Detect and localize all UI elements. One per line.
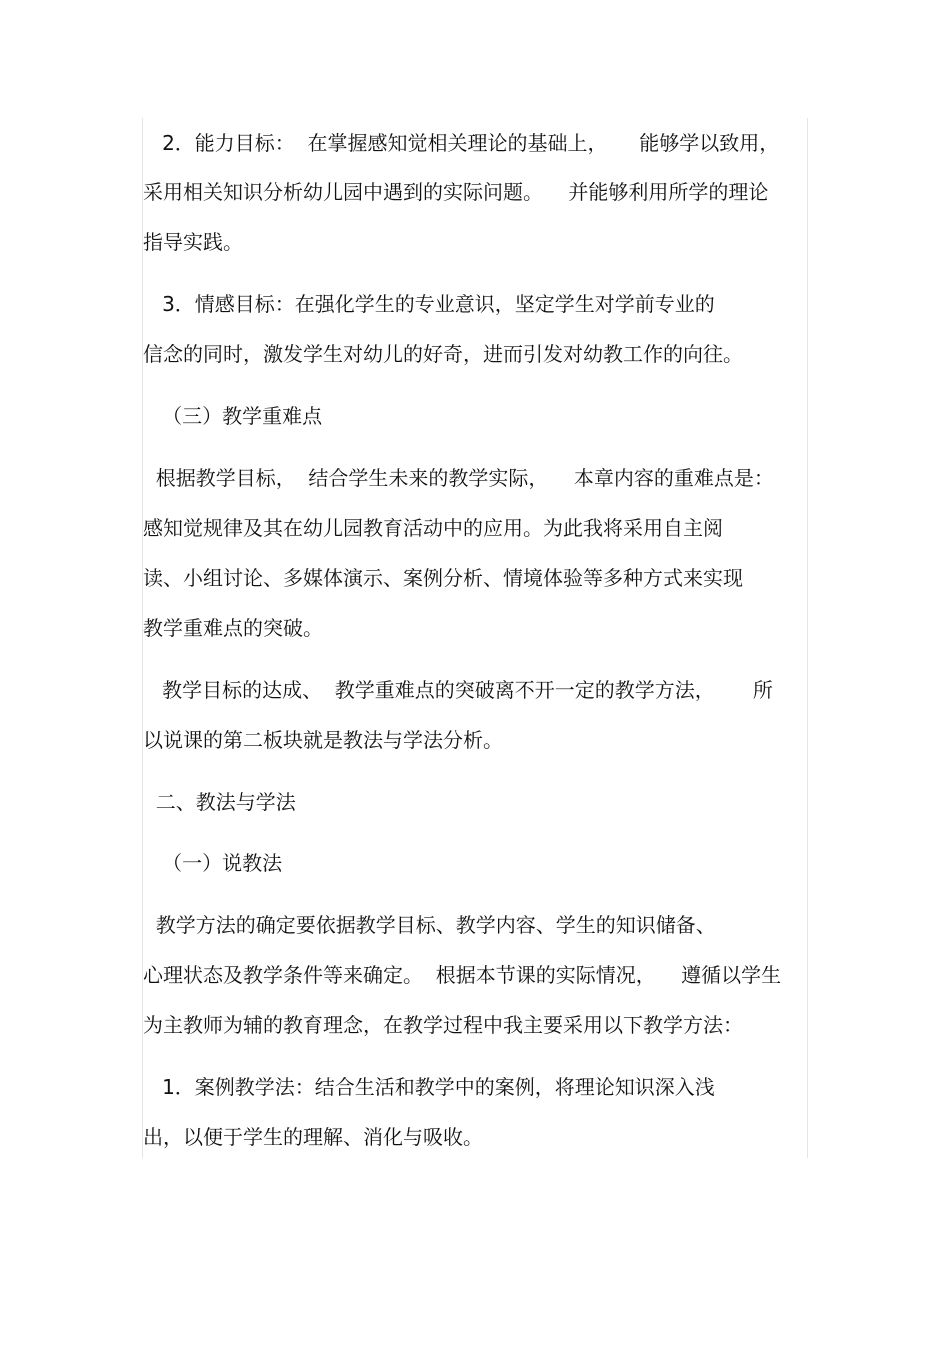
case-method-line-2: 出，以便于学生的理解、消化与吸收。 (143, 1125, 483, 1149)
ability-goal-line-1: 2．能力目标： 在掌握感知觉相关理论的基础上， 能够学以致用， (143, 131, 780, 155)
transition-line-1: 教学目标的达成、 教学重难点的突破离不开一定的教学方法， 所 (143, 678, 773, 702)
section-heading-methods: 二、教法与学法 (143, 790, 296, 814)
emotion-goal-line-1: 3．情感目标：在强化学生的专业意识，坚定学生对学前专业的 (143, 292, 715, 316)
methods-line-1: 教学方法的确定要依据教学目标、教学内容、学生的知识储备、 (143, 913, 716, 937)
section-heading-key-points: （三）教学重难点 (143, 404, 323, 428)
emotion-goal-line-2: 信念的同时，激发学生对幼儿的好奇，进而引发对幼教工作的向往。 (143, 342, 743, 366)
ability-goal-line-2: 采用相关知识分析幼儿园中遇到的实际问题。 并能够利用所学的理论 (143, 180, 769, 204)
key-points-line-4: 教学重难点的突破。 (143, 616, 323, 640)
key-points-line-2: 感知觉规律及其在幼儿园教育活动中的应用。为此我将采用自主阅 (143, 516, 723, 540)
key-points-line-1: 根据教学目标， 结合学生未来的教学实际， 本章内容的重难点是： (143, 466, 774, 490)
ability-goal-line-3: 指导实践。 (143, 230, 243, 254)
methods-line-2: 心理状态及教学条件等来确定。 根据本节课的实际情况， 遵循以学生 (143, 963, 782, 987)
case-method-line-1: 1．案例教学法：结合生活和教学中的案例，将理论知识深入浅 (143, 1075, 715, 1099)
subsection-heading-teaching-methods: （一）说教法 (143, 851, 283, 875)
transition-line-2: 以说课的第二板块就是教法与学法分析。 (143, 728, 503, 752)
key-points-line-3: 读、小组讨论、多媒体演示、案例分析、情境体验等多种方式来实现 (143, 566, 743, 590)
methods-line-3: 为主教师为辅的教育理念，在教学过程中我主要采用以下教学方法： (143, 1013, 743, 1037)
